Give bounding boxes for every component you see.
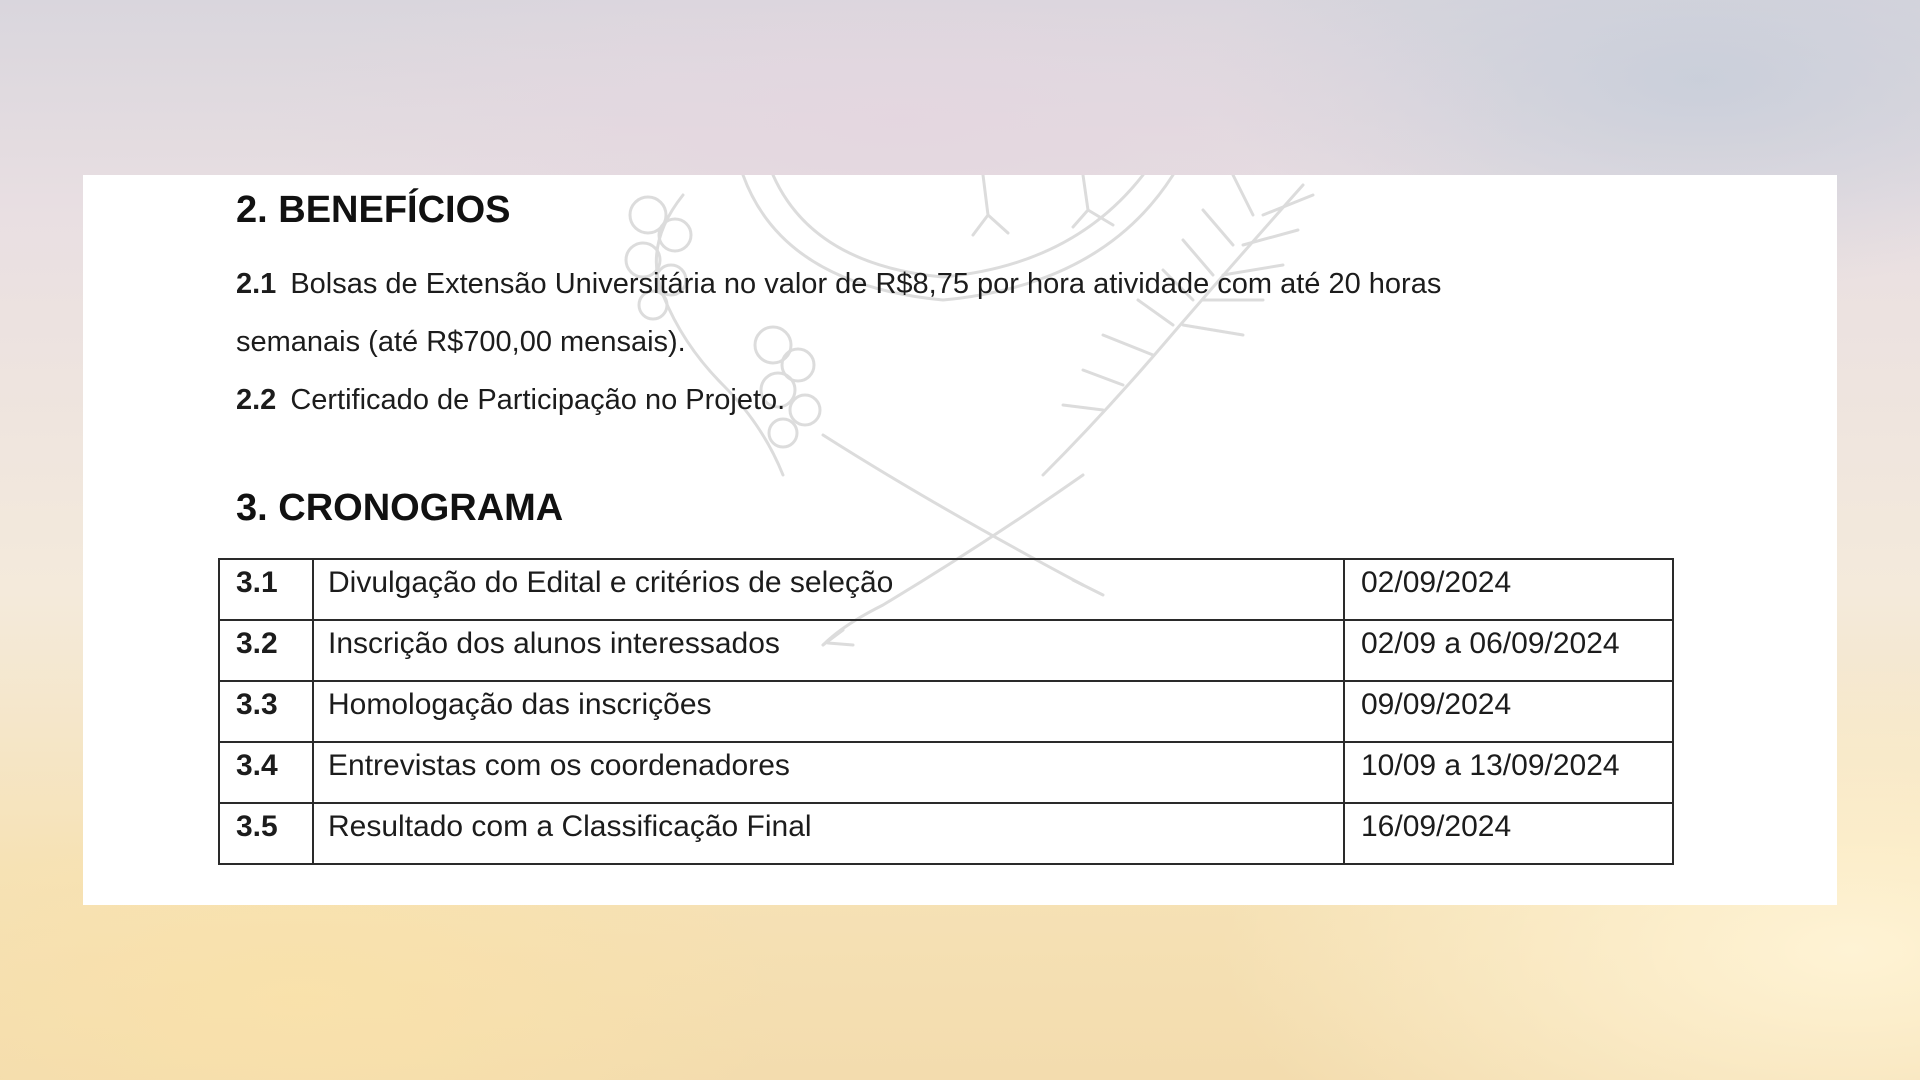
- section-heading-cronograma: 3. CRONOGRAMA: [236, 487, 564, 529]
- table-row: [219, 620, 1673, 681]
- table-row: [219, 803, 1673, 864]
- row-number: 3.5: [219, 803, 313, 864]
- row-number: 3.3: [219, 681, 313, 742]
- row-number: 3.1: [219, 559, 313, 620]
- row-activity: Divulgação do Edital e critérios de seleção: [313, 559, 1344, 620]
- item-2-1: [236, 255, 1656, 371]
- row-date: 02/09/2024: [1344, 559, 1673, 620]
- item-number: 2.2: [236, 384, 277, 416]
- row-activity: Inscrição dos alunos interessados: [313, 620, 1344, 681]
- document-page: [83, 175, 1837, 905]
- table-row: [219, 559, 1673, 620]
- row-date: 02/09 a 06/09/2024: [1344, 620, 1673, 681]
- section-heading-beneficios: 2. BENEFÍCIOS: [236, 189, 511, 231]
- row-date: 09/09/2024: [1344, 681, 1673, 742]
- row-number: 3.2: [219, 620, 313, 681]
- item-2-2: [236, 371, 1656, 429]
- table-row: [219, 681, 1673, 742]
- row-date: 16/09/2024: [1344, 803, 1673, 864]
- item-text-continuation: semanais (até R$700,00 mensais).: [236, 326, 686, 358]
- item-text: Bolsas de Extensão Universitária no valor de R$8,75 por hora atividade com até 20 horas: [290, 268, 1442, 300]
- row-date: 10/09 a 13/09/2024: [1344, 742, 1673, 803]
- table-row: [219, 742, 1673, 803]
- row-activity: Homologação das inscrições: [313, 681, 1344, 742]
- row-number: 3.4: [219, 742, 313, 803]
- row-activity: Resultado com a Classificação Final: [313, 803, 1344, 864]
- item-text: Certificado de Participação no Projeto.: [290, 384, 786, 416]
- item-number: 2.1: [236, 268, 277, 300]
- row-activity: Entrevistas com os coordenadores: [313, 742, 1344, 803]
- schedule-table: [218, 558, 1674, 865]
